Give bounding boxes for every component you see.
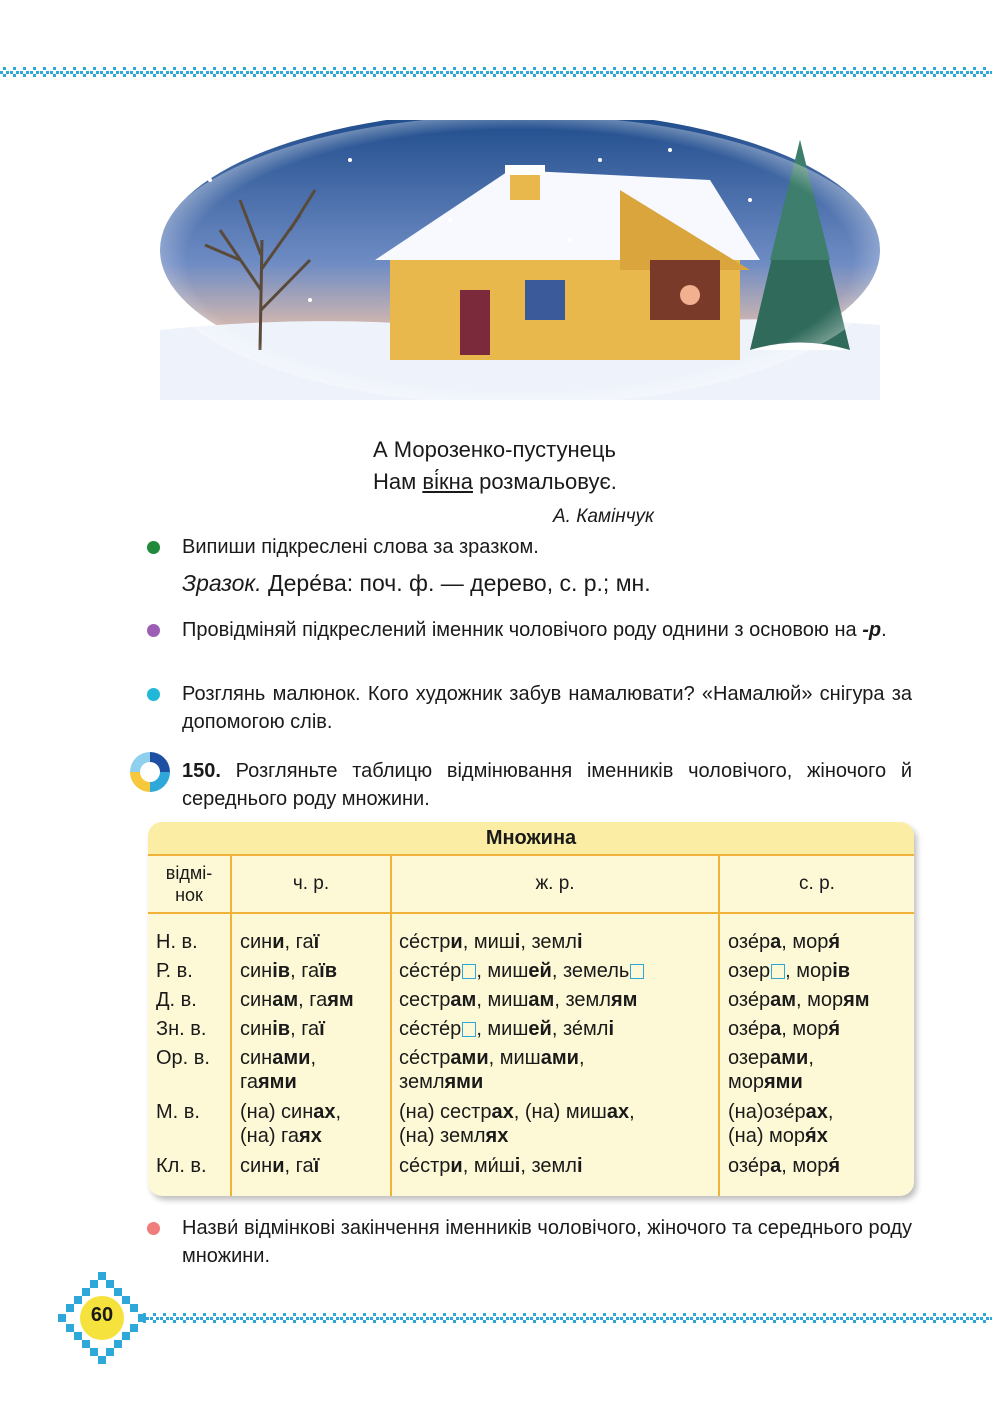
task-copy-words: Випиши підкреслені слова за зразком. bbox=[182, 536, 539, 558]
feminine-form: се́стри, миші, землі bbox=[399, 931, 583, 953]
masculine-form: синів, гаїв bbox=[240, 960, 338, 982]
blank-box bbox=[462, 964, 476, 979]
declension-table bbox=[148, 822, 914, 1196]
case-name: Кл. в. bbox=[156, 1155, 207, 1177]
masculine-form: сини, гаї bbox=[240, 931, 320, 953]
neuter-form: озе́ра, моря́ bbox=[728, 931, 840, 953]
masculine-form: синів, гаї bbox=[240, 1018, 325, 1040]
case-name: Р. в. bbox=[156, 960, 193, 982]
feminine-form: (на) сестрах, (на) мишах, (на) землях bbox=[399, 1101, 635, 1147]
neuter-form: (на)озе́рах, (на) моря́х bbox=[728, 1101, 834, 1147]
poem-line-2-start: Нам bbox=[373, 469, 423, 494]
blank-box bbox=[771, 964, 785, 979]
masculine-form: сини, гаї bbox=[240, 1155, 320, 1177]
underlined-word: ві́кна bbox=[422, 469, 473, 494]
header-feminine: ж. р. bbox=[535, 873, 575, 894]
neuter-form: озер , морів bbox=[728, 960, 851, 982]
header-masculine: ч. р. bbox=[292, 873, 330, 894]
red-bullet-icon bbox=[147, 1222, 160, 1235]
ornament-border-bottom bbox=[140, 1312, 992, 1324]
poem-line-2 bbox=[373, 467, 617, 497]
masculine-form: синами, гаями bbox=[240, 1047, 316, 1093]
masculine-form: синам, гаям bbox=[240, 989, 354, 1011]
masculine-form: (на) синах, (на) гаях bbox=[240, 1101, 342, 1147]
neuter-form: озе́ра, моря́ bbox=[728, 1018, 840, 1040]
feminine-form: се́стри, ми́ші, землі bbox=[399, 1155, 583, 1177]
poem-author: А. Камінчук bbox=[553, 506, 655, 527]
poem-line-2-end: розмальовує. bbox=[472, 469, 617, 494]
exercise-number: 150. bbox=[182, 760, 221, 782]
sample-text: Дере́ва: поч. ф. — дерево, с. р.; мн. bbox=[261, 570, 651, 596]
table-title: Множина bbox=[148, 822, 914, 856]
page-number: 60 bbox=[90, 1304, 114, 1326]
header-case: відмі- нок bbox=[165, 863, 213, 905]
purple-bullet-icon bbox=[147, 624, 160, 637]
poem-line-1: А Морозенко-пустунець bbox=[373, 437, 616, 462]
case-name: Н. в. bbox=[156, 931, 198, 953]
case-name: Ор. в. bbox=[156, 1047, 210, 1069]
feminine-form: се́сте́р , мишей, зе́млі bbox=[399, 1018, 614, 1040]
header-divider bbox=[148, 912, 914, 914]
case-name: М. в. bbox=[156, 1101, 200, 1123]
header-neuter: с. р. bbox=[799, 873, 835, 894]
case-name: Зн. в. bbox=[156, 1018, 207, 1040]
task-look-picture: Розглянь малюнок. Кого художник забув намалювати? «Намалюй» снігура за допомогою слів. bbox=[182, 683, 912, 733]
case-name: Д. в. bbox=[156, 989, 197, 1011]
task-decline-suffix: -р bbox=[862, 619, 882, 641]
exercise-text: Розгляньте таблицю відмінювання іменників чоловічого, жіночого й середнього роду множини. bbox=[182, 760, 912, 810]
sample-line bbox=[182, 568, 651, 598]
feminine-form: се́страми, мишами, землями bbox=[399, 1047, 585, 1093]
blank-box bbox=[462, 1022, 476, 1037]
green-bullet-icon bbox=[147, 541, 160, 554]
ornament-border-top bbox=[0, 66, 992, 78]
task-decline-noun bbox=[182, 616, 912, 644]
blank-box bbox=[630, 964, 644, 979]
exercise-150 bbox=[182, 757, 912, 813]
feminine-form: сестрам, мишам, землям bbox=[399, 989, 638, 1011]
task-decline-text: Провідміняй підкреслений іменник чоловічого роду однини з основою на bbox=[182, 619, 863, 641]
neuter-form: озе́ра, моря́ bbox=[728, 1155, 840, 1177]
group-work-icon bbox=[128, 750, 172, 794]
task-endings: Назви́ відмінкові закінчення іменників чоловічого, жіночого та середнього роду множини. bbox=[182, 1217, 912, 1267]
neuter-form: озерами, морями bbox=[728, 1047, 814, 1093]
task-decline-end: . bbox=[881, 619, 887, 641]
neuter-form: озе́рам, морям bbox=[728, 989, 870, 1011]
sample-label: Зразок. bbox=[182, 570, 262, 596]
feminine-form: се́сте́р , мишей, земель bbox=[399, 959, 644, 983]
cyan-bullet-icon bbox=[147, 688, 160, 701]
winter-house-illustration bbox=[150, 120, 890, 400]
